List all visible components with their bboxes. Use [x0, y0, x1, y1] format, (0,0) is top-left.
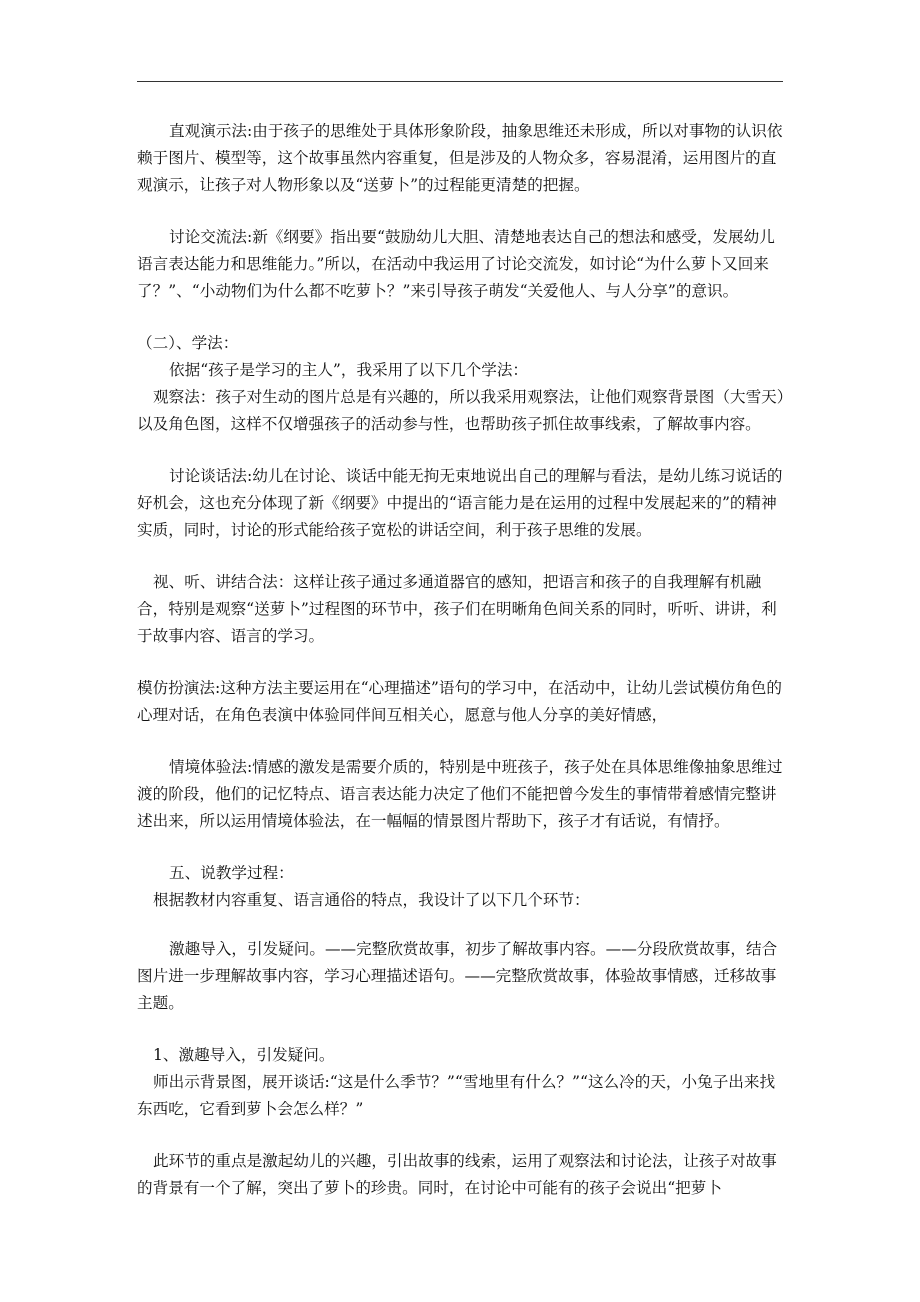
paragraph-see-hear-speak: 视、听、讲结合法：这样让孩子通过多通道器官的感知，把语言和孩子的自我理解有机融合，特别是观察“送萝卜”过程图的环节中，孩子们在明晰角色间关系的同时，听听、讲讲，利于故事内容、语言的学习。: [137, 573, 777, 645]
paragraph-step-one-focus: 此环节的重点是激起幼儿的兴趣，引出故事的线索，运用了观察法和讨论法，让孩子对故事的背景有一个了解，突出了萝卜的珍贵。同时，在讨论中可能有的孩子会说出“把萝卜: [137, 1152, 777, 1197]
paragraph-step-one-detail: 师出示背景图，展开谈话:“这是什么季节？”“雪地里有什么？”“这么冷的天，小兔子出来找东西吃，它看到萝卜会怎么样？”: [137, 1073, 776, 1118]
header-rule: [137, 81, 783, 82]
section-heading-learning-methods: （二）、学法：: [137, 334, 239, 352]
subheading-step-one: 1、激趣导入，引发疑问。: [153, 1046, 335, 1064]
paragraph-process-intro: 根据教材内容重复、语言通俗的特点，我设计了以下几个环节：: [153, 891, 590, 909]
document-body: [137, 118, 787, 1202]
paragraph-observation: 观察法：孩子对生动的图片总是有兴趣的，所以我采用观察法，让他们观察背景图（大雪天）以及角色图，这样不仅增强孩子的活动参与性，也帮助孩子抓住故事线索，了解故事内容。: [137, 388, 785, 433]
paragraph-discussion-talk: 讨论谈话法:幼儿在讨论、谈话中能无拘无束地说出自己的理解与看法，是幼儿练习说话的好机会，这也充分体现了新《纲要》中提出的“语言能力是在运用的过程中发展起来的”的精神实质，同时，讨论的形式能给孩子宽松的讲话空间，利于孩子思维的发展。: [137, 467, 783, 539]
paragraph-learning-intro: 依据“孩子是学习的主人”，我采用了以下几个学法：: [169, 361, 529, 379]
paragraph-process-steps: 激趣导入，引发疑问。——完整欣赏故事，初步了解故事内容。——分段欣赏故事，结合图片进一步理解故事内容，学习心理描述语句。——完整欣赏故事，体验故事情感，迁移故事主题。: [137, 940, 778, 1012]
paragraph-role-play: 模仿扮演法:这种方法主要运用在“心理描述”语句的学习中，在活动中，让幼儿尝试模仿角色的心理对话，在角色表演中体验同伴间互相关心，愿意与他人分享的美好情感，: [137, 679, 782, 724]
paragraph-discussion-exchange: 讨论交流法:新《纲要》指出要“鼓励幼儿大胆、清楚地表达自己的想法和感受，发展幼儿语言表达能力和思维能力。”所以，在活动中我运用了讨论交流发，如讨论“为什么萝卜又回来了？”、“小动物们为什么都不吃萝卜？”来引导孩子萌发“关爱他人、与人分享”的意识。: [137, 228, 775, 300]
paragraph-situational: 情境体验法:情感的激发是需要介质的，特别是中班孩子，孩子处在具体思维像抽象思维过渡的阶段，他们的记忆特点、语言表达能力决定了他们不能把曾今发生的事情带着感情完整讲述出来，所以运用情境体验法，在一幅幅的情景图片帮助下，孩子才有话说，有情抒。: [137, 758, 783, 830]
section-heading-teaching-process: 五、说教学过程：: [169, 864, 294, 882]
paragraph-visual-demo: 直观演示法:由于孩子的思维处于具体形象阶段，抽象思维还未形成，所以对事物的认识依赖于图片、模型等，这个故事虽然内容重复，但是涉及的人物众多，容易混淆，运用图片的直观演示，让孩子对人物形象以及“送萝卜”的过程能更清楚的把握。: [137, 122, 783, 194]
